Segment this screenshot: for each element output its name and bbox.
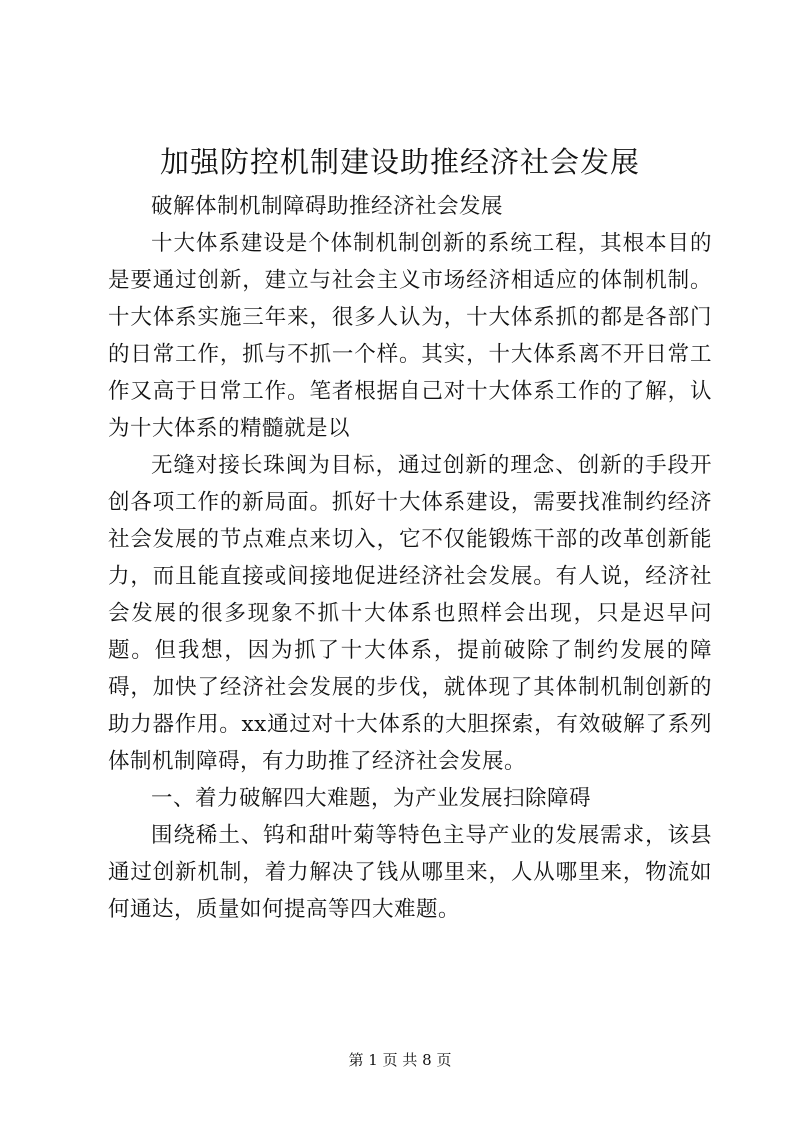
subtitle-paragraph: 破解体制机制障碍助推经济社会发展: [151, 194, 504, 219]
document-title: 加强防控机制建设助推经济社会发展: [159, 145, 640, 179]
body-paragraph: 无缝对接长珠闽为目标，通过创新的理念、创新的手段开创各项工作的新局面。抓好十大体系建设，需要找准制约经济社会发展的节点难点来切入，它不仅能锻炼干部的改革创新能力，而且能直接或间接地促进经济社会发展。有人说，经济社会发展的很多现象不抓十大体系也照样会出现，只是迟早问题。但我想，因为抓了十大体系，提前破除了制约发展的障碍，加快了经济社会发展的步伐，就体现了其体制机制创新的助力器作用。xx通过对十大体系的大胆探索，有效破解了系列体制机制障碍，有力助推了经济社会发展。: [108, 453, 712, 774]
section-heading: 一、着力破解四大难题，为产业发展扫除障碍: [151, 786, 592, 811]
body-paragraph: 围绕稀土、钨和甜叶菊等特色主导产业的发展需求，该县通过创新机制，着力解决了钱从哪里来，人从哪里来，物流如何通达，质量如何提高等四大难题。: [108, 823, 712, 922]
page-footer: 第 1 页 共 8 页: [348, 1051, 452, 1069]
body-paragraph: 十大体系建设是个体制机制创新的系统工程，其根本目的是要通过创新，建立与社会主义市场经济相适应的体制机制。十大体系实施三年来，很多人认为，十大体系抓的都是各部门的日常工作，抓与不抓一个样。其实，十大体系离不开日常工作又高于日常工作。笔者根据自己对十大体系工作的了解，认为十大体系的精髓就是以: [108, 231, 712, 441]
document-body: [108, 188, 712, 928]
